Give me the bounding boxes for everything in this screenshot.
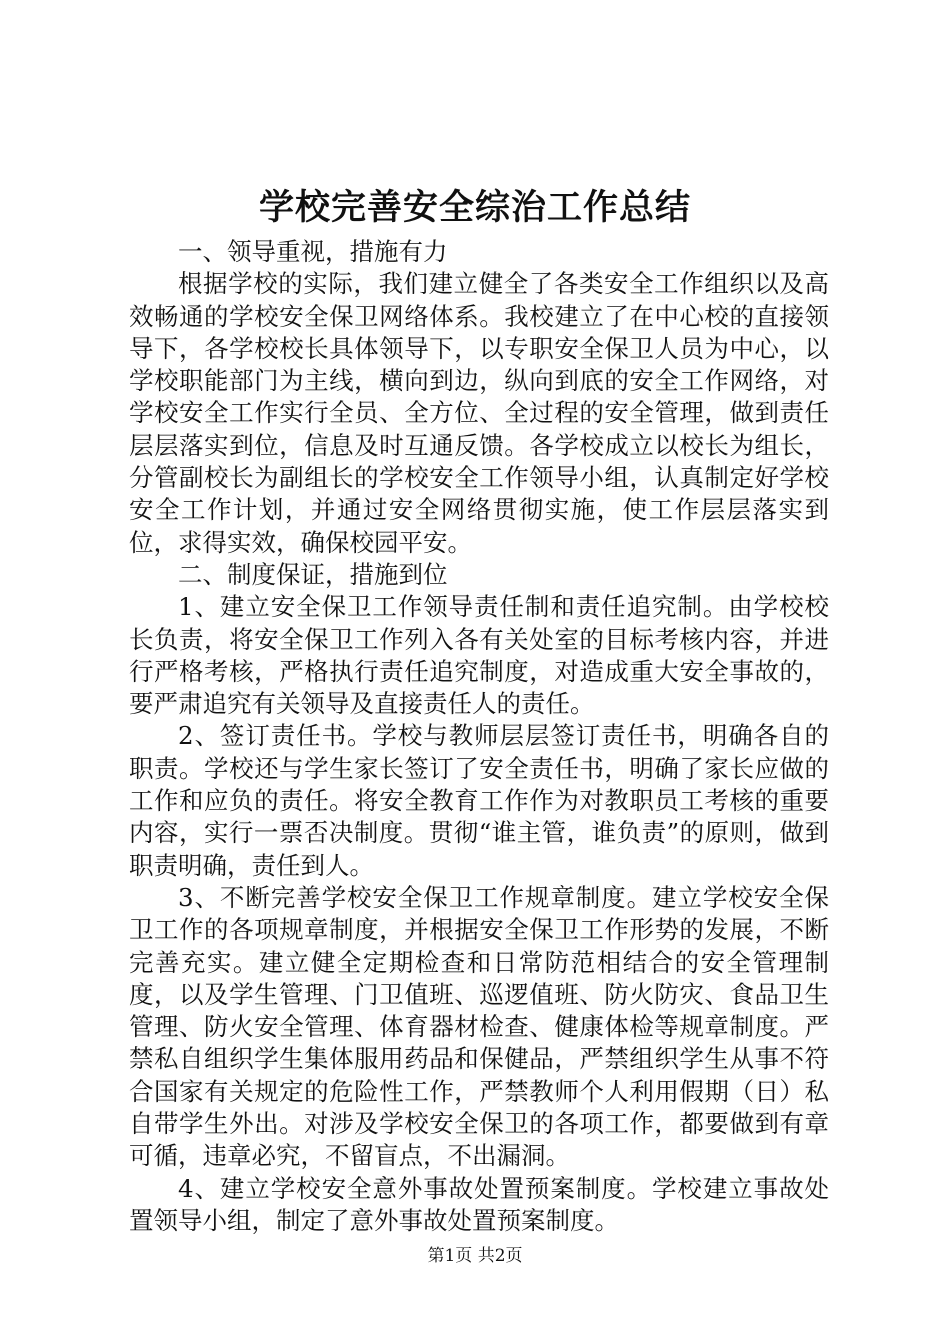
paragraph-1: 根据学校的实际，我们建立健全了各类安全工作组织以及高效畅通的学校安全保卫网络体系。我校建立了在中心校的直接领导下，各学校校长具体领导下，以专职安全保卫人员为中心，以学校职能部门为主线，横向到边，纵向到底的安全工作网络，对学校安全工作实行全员、全方位、全过程的安全管理，做到责任层层落实到位，信息及时互通反馈。各学校成立以校长为组长，分管副校长为副组长的学校安全工作领导小组，认真制定好学校安全工作计划，并通过安全网络贯彻实施，使工作层层落实到位，求得实效，确保校园平安。 <box>129 269 829 557</box>
section-heading-2: 二、制度保证，措施到位 <box>178 559 448 589</box>
section-heading-1: 一、领导重视，措施有力 <box>178 237 448 266</box>
page-number-footer: 第1页 共2页 <box>427 1246 523 1266</box>
paragraph-4: 3、不断完善学校安全保卫工作规章制度。建立学校安全保卫工作的各项规章制度，并根据安全保卫工作形势的发展，不断完善充实。建立健全定期检查和日常防范相结合的安全管理制度，以及学生管理、门卫值班、巡逻值班、防火防灾、食品卫生管理、防火安全管理、体育器材检查、健康体检等规章制度。严禁私自组织学生集体服用药品和保健品，严禁组织学生从事不符合国家有关规定的危险性工作，严禁教师个人利用假期（日）私自带学生外出。对涉及学校安全保卫的各项工作，都要做到有章可循，违章必究，不留盲点，不出漏洞。 <box>129 882 829 1171</box>
document-title: 学校完善安全综治工作总结 <box>258 187 691 228</box>
paragraph-5: 4、建立学校安全意外事故处置预案制度。学校建立事故处置领导小组，制定了意外事故处置预案制度。 <box>129 1173 829 1235</box>
paragraph-2: 1、建立安全保卫工作领导责任制和责任追究制。由学校校长负责，将安全保卫工作列入各有关处室的目标考核内容，并进行严格考核，严格执行责任追究制度，对造成重大安全事故的，要严肃追究有关领导及直接责任人的责任。 <box>129 592 829 719</box>
paragraph-3: 2、签订责任书。学校与教师层层签订责任书，明确各自的职责。学校还与学生家长签订了安全责任书，明确了家长应做的工作和应负的责任。将安全教育工作作为对教职员工考核的重要内容，实行一票否决制度。贯彻“谁主管，谁负责”的原则，做到职责明确，责任到人。 <box>129 721 829 880</box>
document-body <box>129 236 829 1237</box>
